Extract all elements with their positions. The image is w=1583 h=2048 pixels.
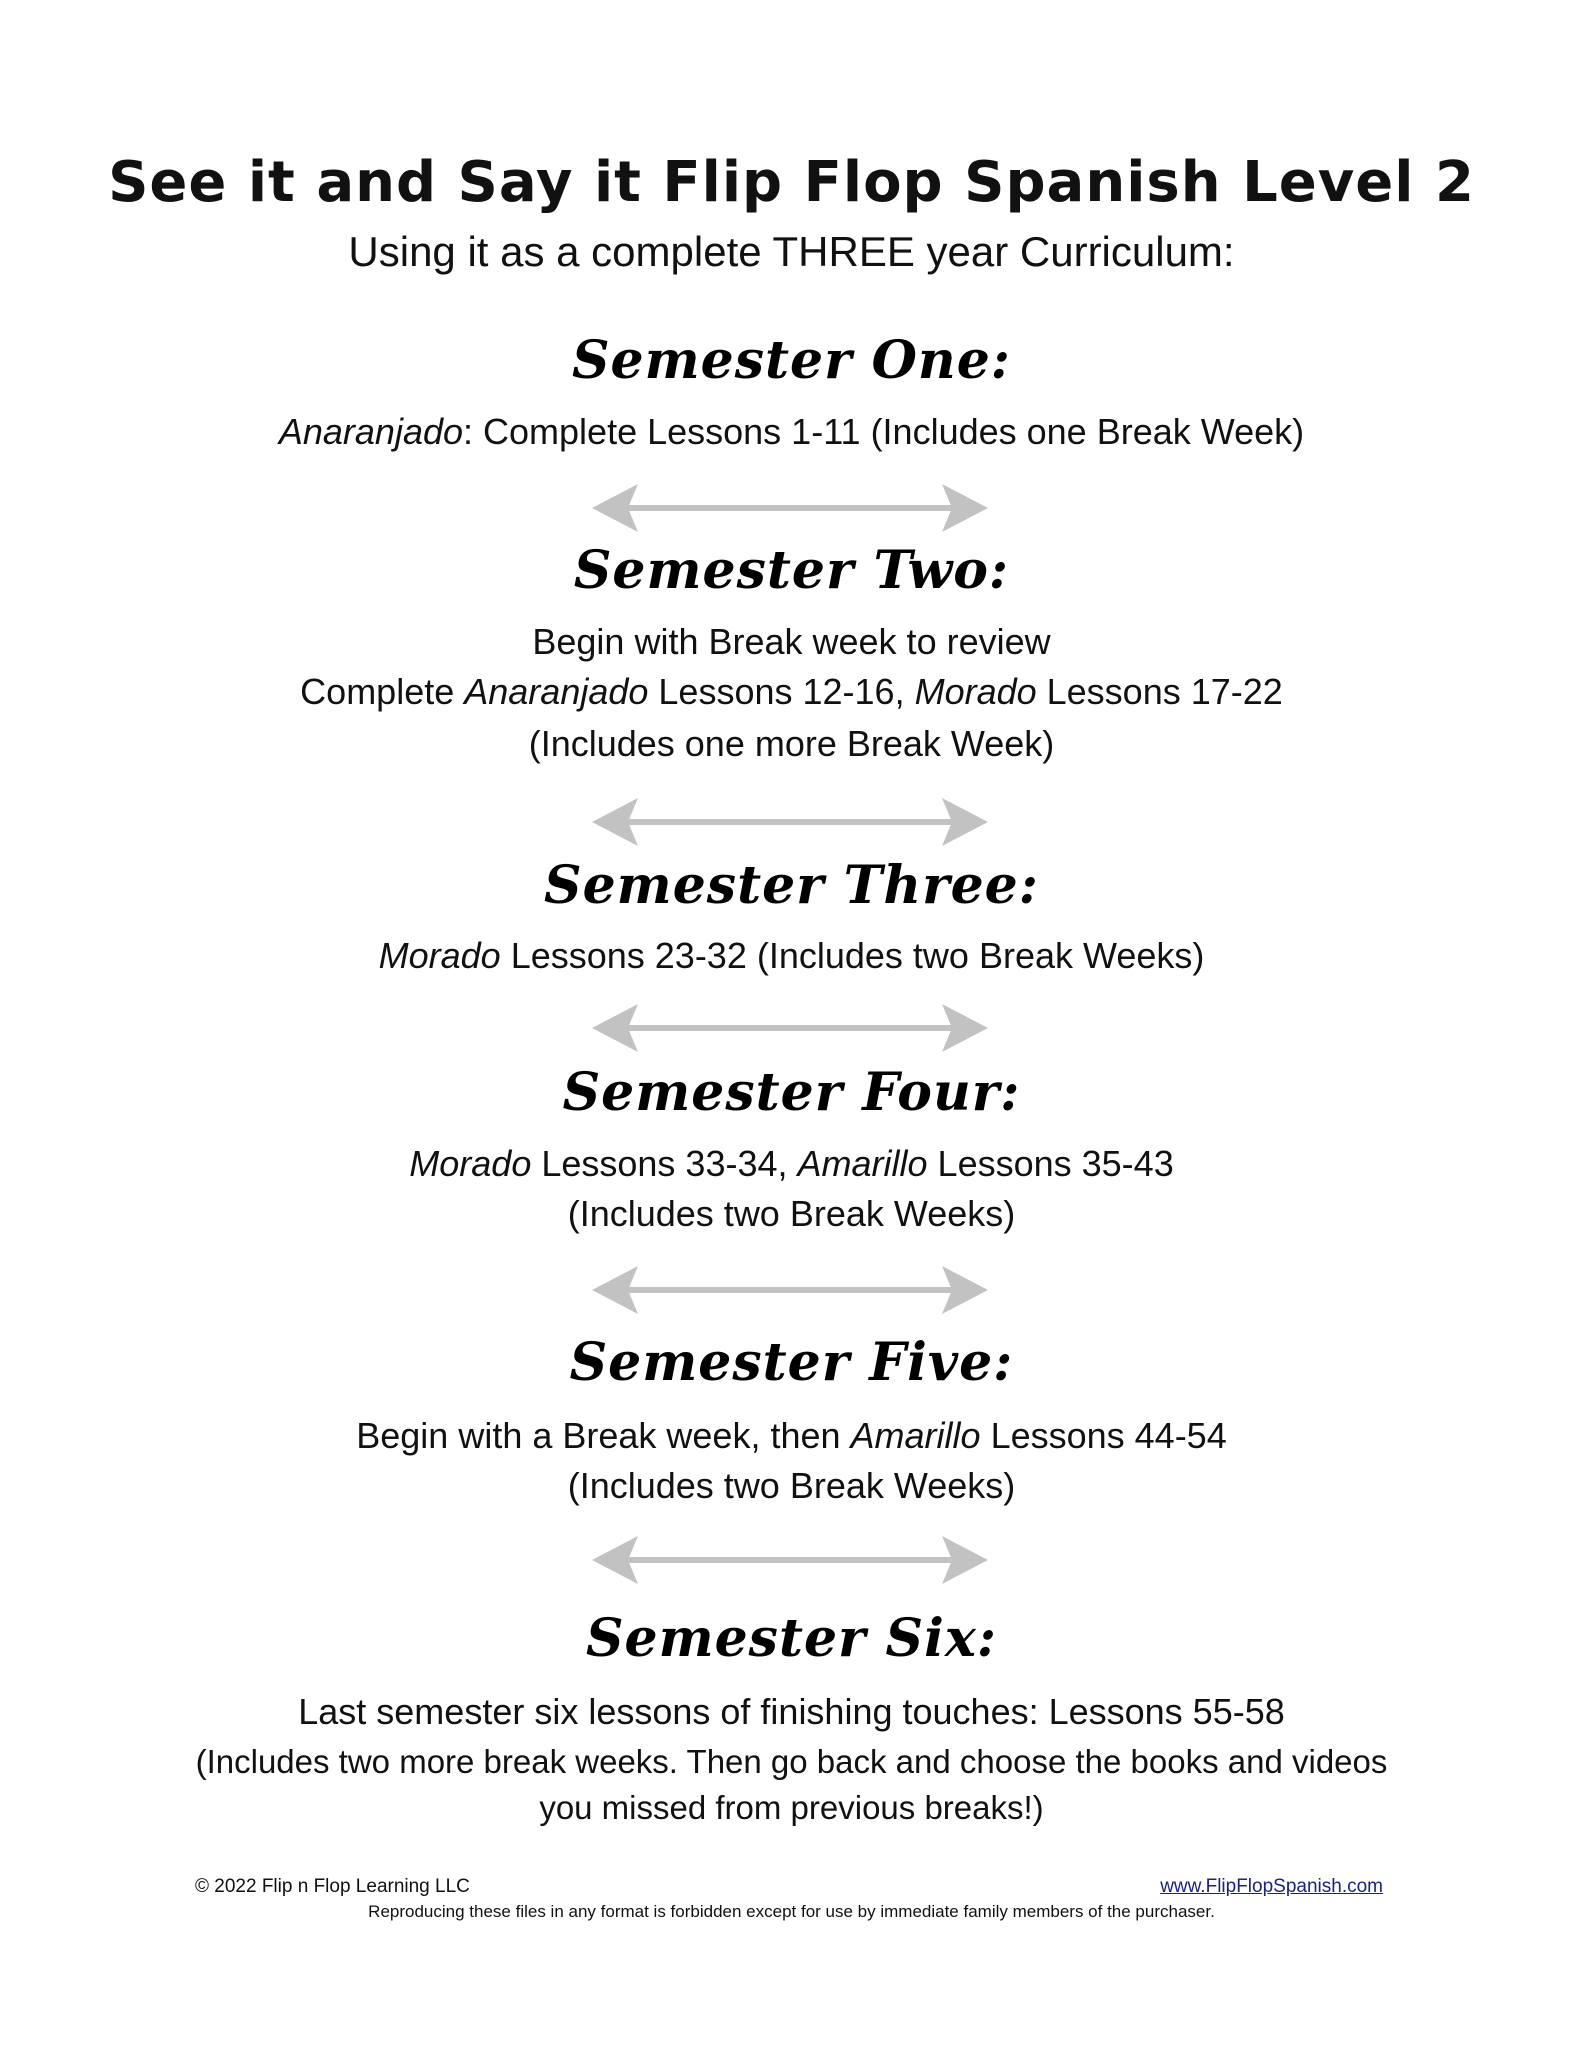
semester-six-line-3: you missed from previous breaks!) xyxy=(539,1789,1044,1826)
double-arrow-icon xyxy=(590,1530,990,1590)
double-arrow-icon xyxy=(590,478,990,538)
double-arrow-icon xyxy=(590,1260,990,1320)
copyright-text: © 2022 Flip n Flop Learning LLC xyxy=(195,1876,470,1897)
semester-four-line-1: Morado Lessons 33-34, Amarillo Lessons 35-43 xyxy=(409,1143,1174,1184)
semester-one-line-1: Anaranjado: Complete Lessons 1-11 (Includes one Break Week) xyxy=(278,411,1305,452)
semester-four-heading: Semester Four: xyxy=(562,1062,1021,1123)
page-title: See it and Say it Flip Flop Spanish Level 2 xyxy=(108,150,1475,215)
semester-one-heading: Semester One: xyxy=(571,330,1011,391)
page-subtitle: Using it as a complete THREE year Curriculum: xyxy=(348,228,1235,275)
double-arrow-icon xyxy=(590,792,990,852)
semester-five-line-2: (Includes two Break Weeks) xyxy=(567,1465,1016,1506)
semester-six-line-1: Last semester six lessons of finishing touches: Lessons 55-58 xyxy=(298,1691,1285,1732)
website-link[interactable]: www.FlipFlopSpanish.com xyxy=(1160,1876,1383,1897)
semester-five-line-1: Begin with a Break week, then Amarillo Lessons 44-54 xyxy=(356,1415,1227,1456)
semester-five-heading: Semester Five: xyxy=(569,1332,1014,1393)
semester-three-heading: Semester Three: xyxy=(544,855,1039,916)
semester-six-line-2: (Includes two more break weeks. Then go back and choose the books and videos xyxy=(195,1743,1388,1780)
semester-four-line-2: (Includes two Break Weeks) xyxy=(567,1193,1016,1234)
semester-three-line-1: Morado Lessons 23-32 (Includes two Break Weeks) xyxy=(378,935,1205,976)
semester-two-line-2: Complete Anaranjado Lessons 12-16, Morado Lessons 17-22 xyxy=(300,671,1283,712)
semester-six-heading: Semester Six: xyxy=(585,1608,998,1669)
semester-two-heading: Semester Two: xyxy=(573,540,1010,601)
semester-two-line-3: (Includes one more Break Week) xyxy=(528,723,1055,764)
reproduction-notice: Reproducing these files in any format is forbidden except for use by immediate family members of the purchaser. xyxy=(368,1902,1215,1921)
double-arrow-icon xyxy=(590,998,990,1058)
semester-two-line-1: Begin with Break week to review xyxy=(532,621,1051,662)
